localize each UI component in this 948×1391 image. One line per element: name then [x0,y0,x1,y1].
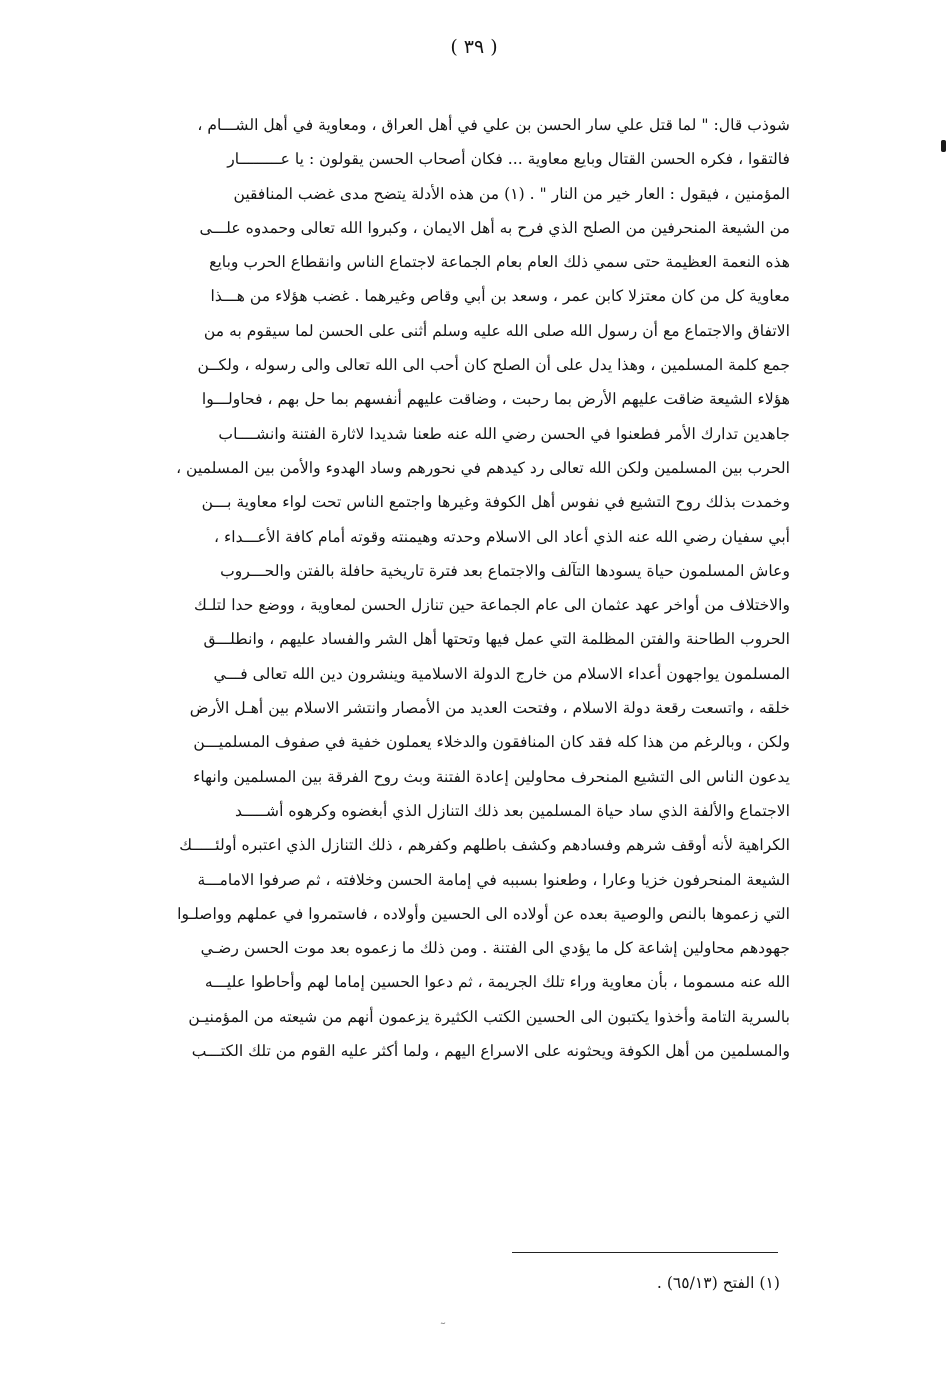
body-line: الحروب الطاحنة والفتن المظلمة التي عمل فيها وتحتها أهل الشر والفساد عليهم ، وانطلـــق [203,630,790,649]
body-line: وخمدت بذلك روح التشيع في نفوس أهل الكوفة وغيرها واجتمع الناس تحت لواء معاوية بـــن [201,493,790,512]
body-line: هؤلاء الشيعة ضاقت عليهم الأرض بما رحبت ، وضاقت عليهم أنفسهم بما حل بهم ، فحاولـــوا [201,390,790,409]
footnote-separator [512,1252,778,1253]
body-line: الكراهية لأنه أوقف شرهم وفسادهم وكشف باطلهم وكفرهم ، ذلك التنازل الذي اعتبره أولئـــــك [179,836,790,855]
body-line: الشيعة المنحرفون خزيا وعارا ، وطعنوا بسببه في إمامة الحسن وخلافته ، ثم صرفوا الامامـــة [197,870,790,889]
body-line: جاهدين تدارك الأمر فطعنوا في الحسن رضي الله عنه طعنا شديدا لاثارة الفتنة وانشــــاب [218,424,790,443]
body-line: الحرب بين المسلمين ولكن الله تعالى رد كيدهم في نحورهم وساد الهدوء والأمن بين المسلمين ، [176,458,790,477]
body-line: الله عنه مسموما ، بأن معاوية وراء تلك الجريمة ، ثم دعوا الحسين إماما لهم وأحاطوا عليـــه [204,973,790,992]
body-line: فالتقوا ، فكره الحسن القتال وبايع معاوية ... فكان أصحاب الحسن يقولون : يا عـــــــــار [227,150,790,169]
body-line: والاختلاف من أواخر عهد عثمان الى عام الجماعة حين تنازل الحسن لمعاوية ، ووضع حدا لتلـك [193,596,790,615]
body-line: ولكن ، وبالرغم من هذا كله فقد كان المنافقون والدخلاء يعملون خفية في صفوف المسلميـــن [193,733,790,752]
body-line: بالسرية التامة وأخذوا يكتبون الى الحسين الكتب الكثيرة يزعمون أنهم من شيعته من المؤمنيـن [188,1007,790,1026]
body-line: جهودهم محاولين إشاعة كل ما يؤدي الى الفتنة . ومن ذلك ما زعموه بعد موت الحسن رضـي [200,939,790,958]
body-line: أبي سفيان رضي الله عنه الذي أعاد الى الاسلام وحدته وهيمنته وقوته أمام كافة الأعـــداء ، [213,527,790,546]
body-line: الاجتماع والألفة الذي ساد حياة المسلمين بعد ذلك التنازل الذي أبغضوه وكرهوه أشـــــد [235,801,790,820]
body-line: هذه النعمة العظيمة حتى سمي ذلك العام بعام الجماعة لاجتماع الناس وانقطاع الحرب وبايع [209,253,790,272]
body-line: المؤمنين ، فيقول : العار خير من النار " . (١) من هذه الأدلة يتضح مدى غضب المنافقين [233,184,790,203]
body-text [118,108,790,1238]
edge-mark [941,140,946,152]
body-line: المسلمون يواجهون أعداء الاسلام من خارج الدولة الاسلامية وينشرون دين الله تعالى فـــي [213,664,790,683]
body-line: خلقه ، واتسعت رقعة دولة الاسلام ، وفتحت العديد من الأمصار وانتشر الاسلام بين أهـل الأرض [189,699,790,718]
body-line: التي زعموها بالنص والوصية بعده عن أولاده الى الحسين وأولاده ، فاستمروا في عملهم وواصلـوا [177,904,790,923]
body-line: من الشيعة المنحرفين من الصلح الذي فرح به أهل الايمان ، وكبروا الله تعالى وحمدوه علـــى [199,218,790,237]
footnote: (١) الفتح (٦٥/١٣) . [656,1274,780,1292]
body-line: يدعون الناس الى التشيع المنحرف محاولين إعادة الفتنة وبث روح الفرقة بين المسلمين وانهاء [193,767,790,786]
body-line: والمسلمين من أهل الكوفة ويحثونه على الاسراع اليهم ، ولما أكثر عليه القوم من تلك الكتـــب [191,1042,790,1061]
body-line: الاتفاق والاجتماع مع أن رسول الله صلى الله عليه وسلم أثنى على الحسن لما سيقوم به من [203,321,790,340]
body-line: معاوية كل من كان معتزلا كابن عمر ، وسعد بن أبي وقاص وغيرهما . غضب هؤلاء من هـــذا [210,287,790,306]
body-line: شوذب قال: " لما قتل علي سار الحسن بن علي في أهل العراق ، ومعاوية في أهل الشـــام ، [197,116,790,134]
body-line: وعاش المسلمون حياة يسودها التآلف والاجتماع بعد فترة تاريخية حافلة بالفتن والحـــروب [220,561,790,580]
body-line: جمع كلمة المسلمين ، وهذا يدل على أن الصلح كان أحب الى الله تعالى والى رسوله ، ولكــن [197,356,790,375]
page-number: ( ٣٩ ) [450,36,498,58]
